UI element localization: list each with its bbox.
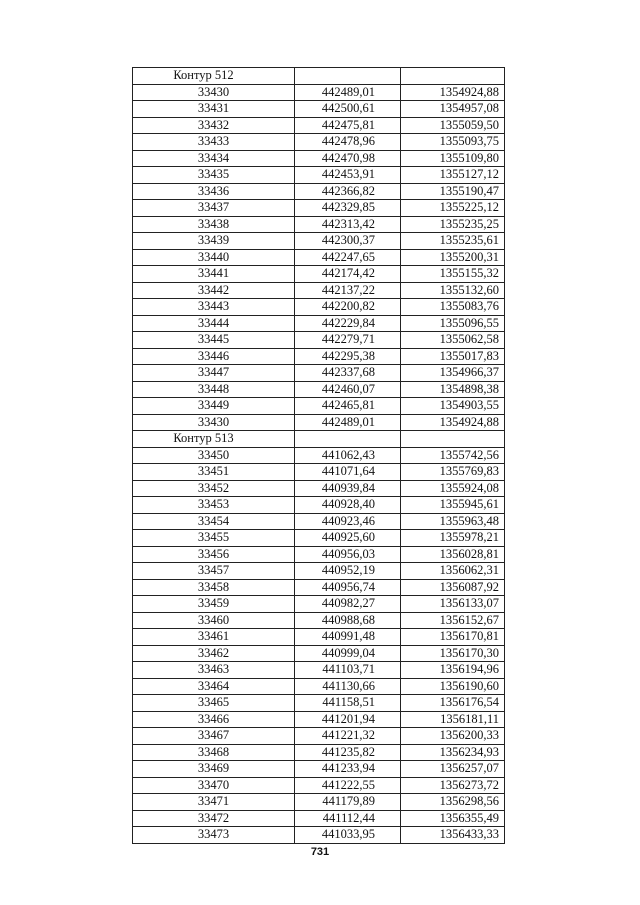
- point-number: 33454: [133, 513, 295, 530]
- point-number: 33448: [133, 381, 295, 398]
- point-number: 33460: [133, 612, 295, 629]
- table-row: [133, 711, 505, 728]
- y-coordinate: 1356190,60: [401, 678, 505, 695]
- y-coordinate: 1355200,31: [401, 249, 505, 266]
- x-coordinate: 440939,84: [295, 480, 401, 497]
- x-coordinate: 440982,27: [295, 596, 401, 613]
- y-coordinate: 1356200,33: [401, 728, 505, 745]
- y-coordinate: 1354924,88: [401, 84, 505, 101]
- x-coordinate: 440999,04: [295, 645, 401, 662]
- x-coordinate: 441235,82: [295, 744, 401, 761]
- point-number: 33457: [133, 563, 295, 580]
- point-number: 33445: [133, 332, 295, 349]
- point-number: 33463: [133, 662, 295, 679]
- x-coordinate: 440925,60: [295, 530, 401, 547]
- table-row: [133, 216, 505, 233]
- y-coordinate: 1355062,58: [401, 332, 505, 349]
- point-number: 33432: [133, 117, 295, 134]
- point-number: 33449: [133, 398, 295, 415]
- y-coordinate: 1355093,75: [401, 134, 505, 151]
- table-row: [133, 167, 505, 184]
- table-row: [133, 365, 505, 382]
- point-number: 33458: [133, 579, 295, 596]
- point-number: 33431: [133, 101, 295, 118]
- table-row: [133, 827, 505, 844]
- table-row: [133, 645, 505, 662]
- section-title: Контур 512: [133, 68, 295, 85]
- point-number: 33452: [133, 480, 295, 497]
- x-coordinate: 442279,71: [295, 332, 401, 349]
- x-coordinate: 442247,65: [295, 249, 401, 266]
- x-coordinate: 442465,81: [295, 398, 401, 415]
- table-row: [133, 810, 505, 827]
- point-number: 33437: [133, 200, 295, 217]
- y-coordinate: 1355235,25: [401, 216, 505, 233]
- x-coordinate: 441130,66: [295, 678, 401, 695]
- y-coordinate: 1356298,56: [401, 794, 505, 811]
- point-number: 33438: [133, 216, 295, 233]
- table-row: [133, 249, 505, 266]
- y-coordinate: 1356181,11: [401, 711, 505, 728]
- y-coordinate: 1355132,60: [401, 282, 505, 299]
- x-coordinate: 442489,01: [295, 84, 401, 101]
- x-coordinate: 441062,43: [295, 447, 401, 464]
- point-number: 33441: [133, 266, 295, 283]
- y-coordinate: 1355978,21: [401, 530, 505, 547]
- table-row: [133, 497, 505, 514]
- empty-x-cell: [295, 68, 401, 85]
- x-coordinate: 441179,89: [295, 794, 401, 811]
- y-coordinate: 1355017,83: [401, 348, 505, 365]
- table-row: [133, 480, 505, 497]
- point-number: 33465: [133, 695, 295, 712]
- y-coordinate: 1354924,88: [401, 414, 505, 431]
- y-coordinate: 1354898,38: [401, 381, 505, 398]
- point-number: 33468: [133, 744, 295, 761]
- y-coordinate: 1355083,76: [401, 299, 505, 316]
- y-coordinate: 1356273,72: [401, 777, 505, 794]
- point-number: 33470: [133, 777, 295, 794]
- point-number: 33434: [133, 150, 295, 167]
- table-row: [133, 629, 505, 646]
- x-coordinate: 441222,55: [295, 777, 401, 794]
- table-row: [133, 794, 505, 811]
- x-coordinate: 442453,91: [295, 167, 401, 184]
- point-number: 33461: [133, 629, 295, 646]
- x-coordinate: 442313,42: [295, 216, 401, 233]
- table-row: [133, 678, 505, 695]
- y-coordinate: 1356433,33: [401, 827, 505, 844]
- point-number: 33471: [133, 794, 295, 811]
- y-coordinate: 1356062,31: [401, 563, 505, 580]
- x-coordinate: 442337,68: [295, 365, 401, 382]
- table-row: [133, 777, 505, 794]
- table-row: [133, 348, 505, 365]
- x-coordinate: 442300,37: [295, 233, 401, 250]
- point-number: 33459: [133, 596, 295, 613]
- x-coordinate: 441201,94: [295, 711, 401, 728]
- point-number: 33440: [133, 249, 295, 266]
- y-coordinate: 1355963,48: [401, 513, 505, 530]
- x-coordinate: 442137,22: [295, 282, 401, 299]
- y-coordinate: 1356257,07: [401, 761, 505, 778]
- y-coordinate: 1356028,81: [401, 546, 505, 563]
- x-coordinate: 440956,74: [295, 579, 401, 596]
- point-number: 33443: [133, 299, 295, 316]
- x-coordinate: 442470,98: [295, 150, 401, 167]
- coordinates-table-body: [133, 68, 505, 844]
- table-row: [133, 134, 505, 151]
- y-coordinate: 1356194,96: [401, 662, 505, 679]
- point-number: 33430: [133, 84, 295, 101]
- point-number: 33456: [133, 546, 295, 563]
- empty-x-cell: [295, 431, 401, 448]
- y-coordinate: 1356355,49: [401, 810, 505, 827]
- section-header-row: [133, 431, 505, 448]
- x-coordinate: 440952,19: [295, 563, 401, 580]
- table-row: [133, 464, 505, 481]
- table-row: [133, 398, 505, 415]
- x-coordinate: 441071,64: [295, 464, 401, 481]
- x-coordinate: 441112,44: [295, 810, 401, 827]
- x-coordinate: 442475,81: [295, 117, 401, 134]
- table-row: [133, 117, 505, 134]
- point-number: 33436: [133, 183, 295, 200]
- table-row: [133, 596, 505, 613]
- x-coordinate: 441103,71: [295, 662, 401, 679]
- x-coordinate: 440923,46: [295, 513, 401, 530]
- x-coordinate: 442174,42: [295, 266, 401, 283]
- x-coordinate: 442489,01: [295, 414, 401, 431]
- y-coordinate: 1355769,83: [401, 464, 505, 481]
- y-coordinate: 1355127,12: [401, 167, 505, 184]
- y-coordinate: 1354966,37: [401, 365, 505, 382]
- x-coordinate: 440988,68: [295, 612, 401, 629]
- y-coordinate: 1355225,12: [401, 200, 505, 217]
- y-coordinate: 1355109,80: [401, 150, 505, 167]
- table-row: [133, 332, 505, 349]
- point-number: 33455: [133, 530, 295, 547]
- empty-y-cell: [401, 68, 505, 85]
- x-coordinate: 440991,48: [295, 629, 401, 646]
- x-coordinate: 442200,82: [295, 299, 401, 316]
- x-coordinate: 442295,38: [295, 348, 401, 365]
- point-number: 33466: [133, 711, 295, 728]
- point-number: 33446: [133, 348, 295, 365]
- section-header-row: [133, 68, 505, 85]
- x-coordinate: 440928,40: [295, 497, 401, 514]
- table-row: [133, 414, 505, 431]
- y-coordinate: 1356176,54: [401, 695, 505, 712]
- y-coordinate: 1355155,32: [401, 266, 505, 283]
- point-number: 33450: [133, 447, 295, 464]
- empty-y-cell: [401, 431, 505, 448]
- point-number: 33435: [133, 167, 295, 184]
- table-row: [133, 530, 505, 547]
- point-number: 33472: [133, 810, 295, 827]
- point-number: 33439: [133, 233, 295, 250]
- point-number: 33469: [133, 761, 295, 778]
- table-row: [133, 728, 505, 745]
- x-coordinate: 442329,85: [295, 200, 401, 217]
- table-row: [133, 200, 505, 217]
- y-coordinate: 1355059,50: [401, 117, 505, 134]
- y-coordinate: 1356234,93: [401, 744, 505, 761]
- y-coordinate: 1354957,08: [401, 101, 505, 118]
- y-coordinate: 1354903,55: [401, 398, 505, 415]
- y-coordinate: 1356170,81: [401, 629, 505, 646]
- table-row: [133, 447, 505, 464]
- table-row: [133, 84, 505, 101]
- table-row: [133, 183, 505, 200]
- table-row: [133, 546, 505, 563]
- table-row: [133, 101, 505, 118]
- page-number: 731: [310, 846, 330, 858]
- table-row: [133, 233, 505, 250]
- x-coordinate: 442229,84: [295, 315, 401, 332]
- point-number: 33467: [133, 728, 295, 745]
- coordinates-table: [132, 67, 505, 844]
- table-row: [133, 744, 505, 761]
- y-coordinate: 1355945,61: [401, 497, 505, 514]
- table-row: [133, 513, 505, 530]
- table-row: [133, 563, 505, 580]
- table-row: [133, 299, 505, 316]
- y-coordinate: 1355742,56: [401, 447, 505, 464]
- point-number: 33451: [133, 464, 295, 481]
- point-number: 33447: [133, 365, 295, 382]
- x-coordinate: 442460,07: [295, 381, 401, 398]
- table-row: [133, 150, 505, 167]
- table-row: [133, 282, 505, 299]
- x-coordinate: 440956,03: [295, 546, 401, 563]
- point-number: 33464: [133, 678, 295, 695]
- y-coordinate: 1356087,92: [401, 579, 505, 596]
- table-row: [133, 381, 505, 398]
- table-row: [133, 266, 505, 283]
- point-number: 33473: [133, 827, 295, 844]
- point-number: 33433: [133, 134, 295, 151]
- x-coordinate: 442478,96: [295, 134, 401, 151]
- x-coordinate: 441233,94: [295, 761, 401, 778]
- y-coordinate: 1355190,47: [401, 183, 505, 200]
- y-coordinate: 1356133,07: [401, 596, 505, 613]
- point-number: 33430: [133, 414, 295, 431]
- x-coordinate: 442500,61: [295, 101, 401, 118]
- x-coordinate: 441158,51: [295, 695, 401, 712]
- point-number: 33444: [133, 315, 295, 332]
- x-coordinate: 442366,82: [295, 183, 401, 200]
- section-title: Контур 513: [133, 431, 295, 448]
- x-coordinate: 441221,32: [295, 728, 401, 745]
- y-coordinate: 1355096,55: [401, 315, 505, 332]
- table-row: [133, 315, 505, 332]
- x-coordinate: 441033,95: [295, 827, 401, 844]
- point-number: 33453: [133, 497, 295, 514]
- y-coordinate: 1356170,30: [401, 645, 505, 662]
- y-coordinate: 1355235,61: [401, 233, 505, 250]
- y-coordinate: 1356152,67: [401, 612, 505, 629]
- table-row: [133, 579, 505, 596]
- point-number: 33462: [133, 645, 295, 662]
- y-coordinate: 1355924,08: [401, 480, 505, 497]
- table-row: [133, 662, 505, 679]
- table-row: [133, 761, 505, 778]
- point-number: 33442: [133, 282, 295, 299]
- table-row: [133, 695, 505, 712]
- table-row: [133, 612, 505, 629]
